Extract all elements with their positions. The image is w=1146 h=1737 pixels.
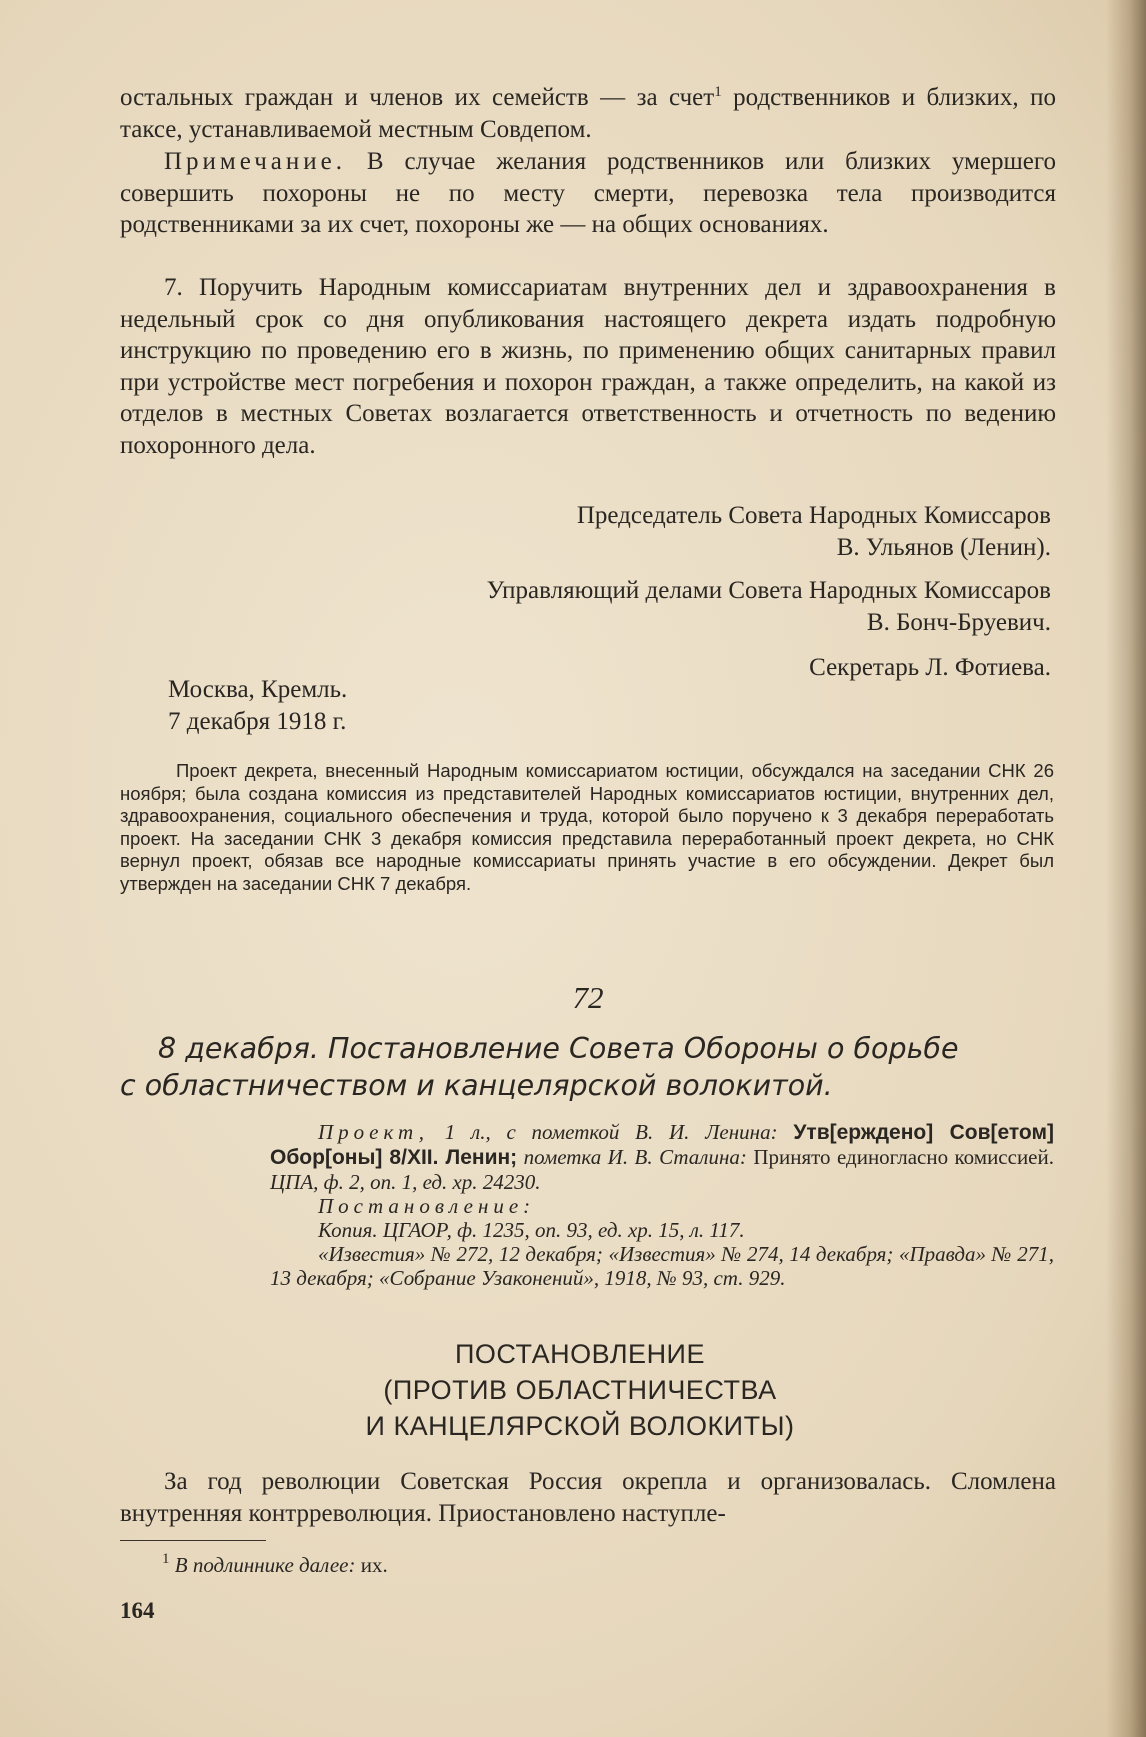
body-start-text: За год революции Советская Россия окрепла и организовалась. Сломлена внутренняя контрреволюция. Приостановлено наступле- [120,1468,1056,1527]
page-number: 164 [120,1598,155,1623]
heading-line-2: с областничеством и канцелярской волокитой. [120,1069,833,1102]
chairman-name: В. Ульянов (Ленин). [836,533,1051,561]
secretary-signature: Секретарь Л. Фотиева. [809,654,1051,681]
source-copy: Копия. ЦГАОР, ф. 1235, оп. 93, ед. хр. 15, л. 117. [318,1218,745,1242]
signature-block [120,500,1056,684]
editorial-commentary [120,760,1054,895]
note-paragraph [120,146,1056,241]
source-draft: Проект, 1 л., с пометкой В. И. Ленина: Утв[ерждено] Сов[етом] Обор[оны] 8/XII. Ленин; пометка И. В. Сталина: Принято единогласно комиссией. ЦПА, ф. 2, оп. 1, ед. хр. 24230. [270,1120,1054,1194]
footnote-reference: 1 [714,84,722,100]
footnote-rule [120,1540,266,1541]
source-resolution-label: Постановление: [318,1194,536,1218]
lenin-mark: Утв[ерждено] Сов[етом] Обор[оны] 8/XII. Ленин; [270,1121,1054,1169]
note-text: В случае желания родственников или близких умершего совершить похороны не по месту смерти, перевозка тела производится родственниками за их счет, похороны же — на общих основаниях. [120,148,1056,238]
footnote-number: 1 [162,1551,170,1567]
commentary-text: Проект декрета, внесенный Народным комиссариатом юстиции, обсуждался на заседании СНК 26 ноября; была создана комиссия из представителей Народных комиссариатов юстиции, внутренних дел, здравоохранения, социального обеспечения и труда, которой было поручено к 3 декабря переработать проект. На заседании СНК 3 декабря комиссия представила переработанный проект декрета, но СНК вернул проект, обязав все народные комиссариаты принять участие в его обсуждении. Декрет был утвержден на заседании СНК 7 декабря. [120,760,1054,894]
document-number: 72 [572,980,604,1015]
source-publications: «Известия» № 272, 12 декабря; «Известия» № 274, 14 декабря; «Правда» № 271, 13 декабря; «Собрание Узаконений», 1918, № 93, ст. 929. [270,1242,1054,1290]
note-label: Примечание. [164,148,347,175]
footnote-text: их. [355,1553,388,1577]
continuation-tail: родственников и близких, по таксе, устанавливаемой местным Совдепом. [120,84,1056,143]
resolution-body [120,1466,1056,1529]
place-date [120,674,1056,737]
document-number-block [120,980,1056,1016]
place: Москва, Кремль. [168,676,348,703]
archival-sources [270,1120,1054,1290]
continuation-text: остальных граждан и членов их семейств — за счет [120,84,715,111]
manager-title: Управляющий делами Совета Народных Комиссаров [486,577,1051,604]
title-line-2: (ПРОТИВ ОБЛАСТНИЧЕСТВА [383,1375,777,1405]
chairman-title: Председатель Совета Народных Комиссаров [576,502,1051,529]
heading-line-1: 8 декабря. Постановление Совета Обороны о борьбе [158,1032,959,1065]
stalin-mark: Принято единогласно комиссией. [753,1145,1054,1169]
page-spine-shadow [1106,0,1146,1737]
resolution-title [250,1336,910,1444]
date: 7 декабря 1918 г. [168,707,347,735]
title-line-1: ПОСТАНОВЛЕНИЕ [455,1339,705,1369]
manager-name: В. Бонч-Бруевич. [866,608,1051,636]
source-draft-label: Проект, [318,1120,429,1144]
document-heading [120,1030,1056,1104]
continuation-paragraph [120,82,1056,145]
footnote [120,1552,1056,1578]
footnote-italic: В подлиннике далее: [174,1553,356,1577]
point-7-paragraph [120,272,1056,461]
point-7-text: 7. Поручить Народным комиссариатам внутренних дел и здравоохранения в недельный срок со дня опубликования настоящего декрета издать подробную инструкцию по проведению его в жизнь, по применению общих санитарных правил при устройстве мест погребения и похорон граждан, а также определить, на какой из отделов в местных Советах возлагается ответственность и отчетность по ведению похоронного дела. [120,274,1056,459]
title-line-3: И КАНЦЕЛЯРСКОЙ ВОЛОКИТЫ) [365,1411,795,1441]
